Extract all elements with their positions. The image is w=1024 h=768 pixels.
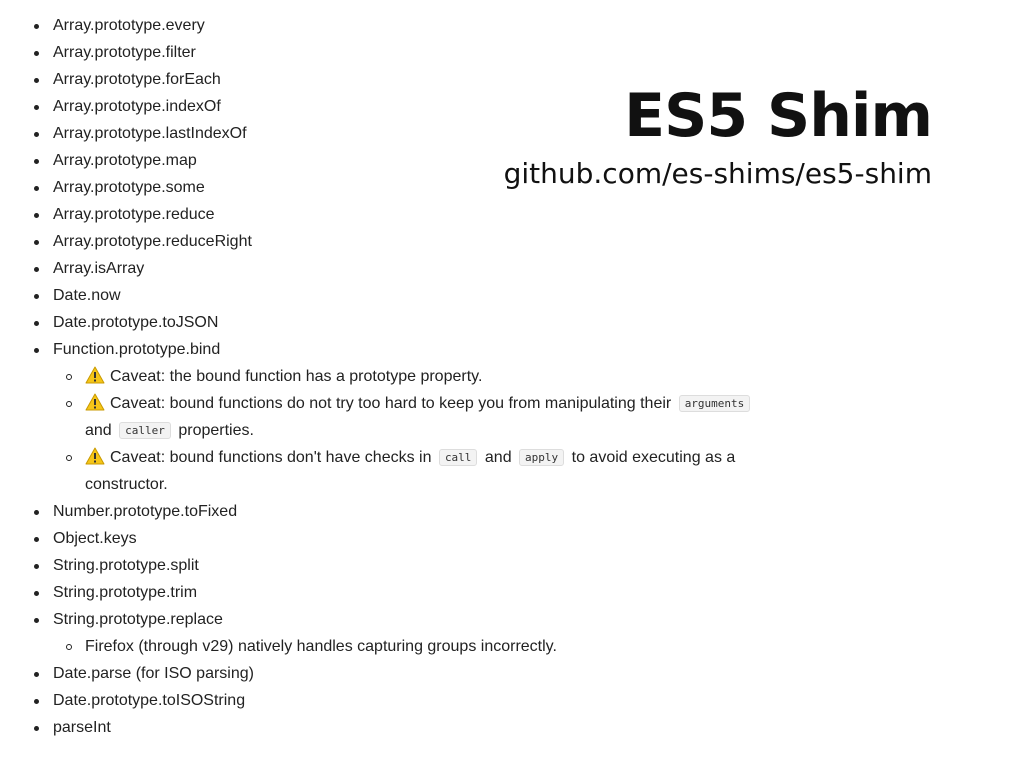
list-item-replace [34,606,753,660]
list-item-bind [34,336,753,498]
caveat-text: Caveat: bound functions don't have checks in [110,449,432,466]
caveat-text: Caveat: the bound function has a prototype property. [110,368,483,385]
slide-title: ES5 Shim [624,81,932,151]
list-item: Array.prototype.filter [34,39,753,66]
caveat-item [53,363,753,390]
caveat-text: and [484,449,512,466]
note-item: Firefox (through v29) natively handles capturing groups incorrectly. [53,633,753,660]
code-arguments: arguments [679,395,751,412]
caveat-text: to avoid executing as a [571,449,736,466]
list-item: Number.prototype.toFixed [34,498,753,525]
replace-notes-list [53,633,753,660]
list-item: Object.keys [34,525,753,552]
caveat-text: Caveat: bound functions do not try too hard to keep you from manipulating their [110,395,672,412]
warning-icon [85,447,105,465]
warning-icon [85,366,105,384]
caveat-text: properties. [178,422,254,439]
list-item: String.prototype.split [34,552,753,579]
list-item-label: String.prototype.replace [53,611,223,628]
list-item: Date.prototype.toJSON [34,309,753,336]
bind-caveats-list [53,363,753,498]
list-item: Array.prototype.reduce [34,201,753,228]
list-item: Date.prototype.toISOString [34,687,753,714]
list-item: Date.now [34,282,753,309]
code-call: call [439,449,478,466]
warning-icon [85,393,105,411]
caveat-continuation: constructor. [85,476,168,493]
caveat-text: and [85,422,112,439]
code-caller: caller [119,422,171,439]
list-item: Array.prototype.some [34,174,753,201]
list-item: Array.prototype.reduceRight [34,228,753,255]
list-item: String.prototype.trim [34,579,753,606]
list-item: Array.prototype.forEach [34,66,753,93]
caveat-continuation [85,417,753,444]
code-apply: apply [519,449,564,466]
list-item-label: Function.prototype.bind [53,341,221,358]
caveat-item [53,390,753,444]
caveat-item [53,444,753,498]
list-item: Array.prototype.indexOf [34,93,753,120]
list-item: Array.prototype.every [34,12,753,39]
list-item: parseInt [34,714,753,741]
list-item: Array.prototype.lastIndexOf [34,120,753,147]
list-item: Array.isArray [34,255,753,282]
feature-list [34,12,753,741]
list-item: Array.prototype.map [34,147,753,174]
slide-subtitle: github.com/es-shims/es5-shim [503,157,932,190]
list-item: Date.parse (for ISO parsing) [34,660,753,687]
